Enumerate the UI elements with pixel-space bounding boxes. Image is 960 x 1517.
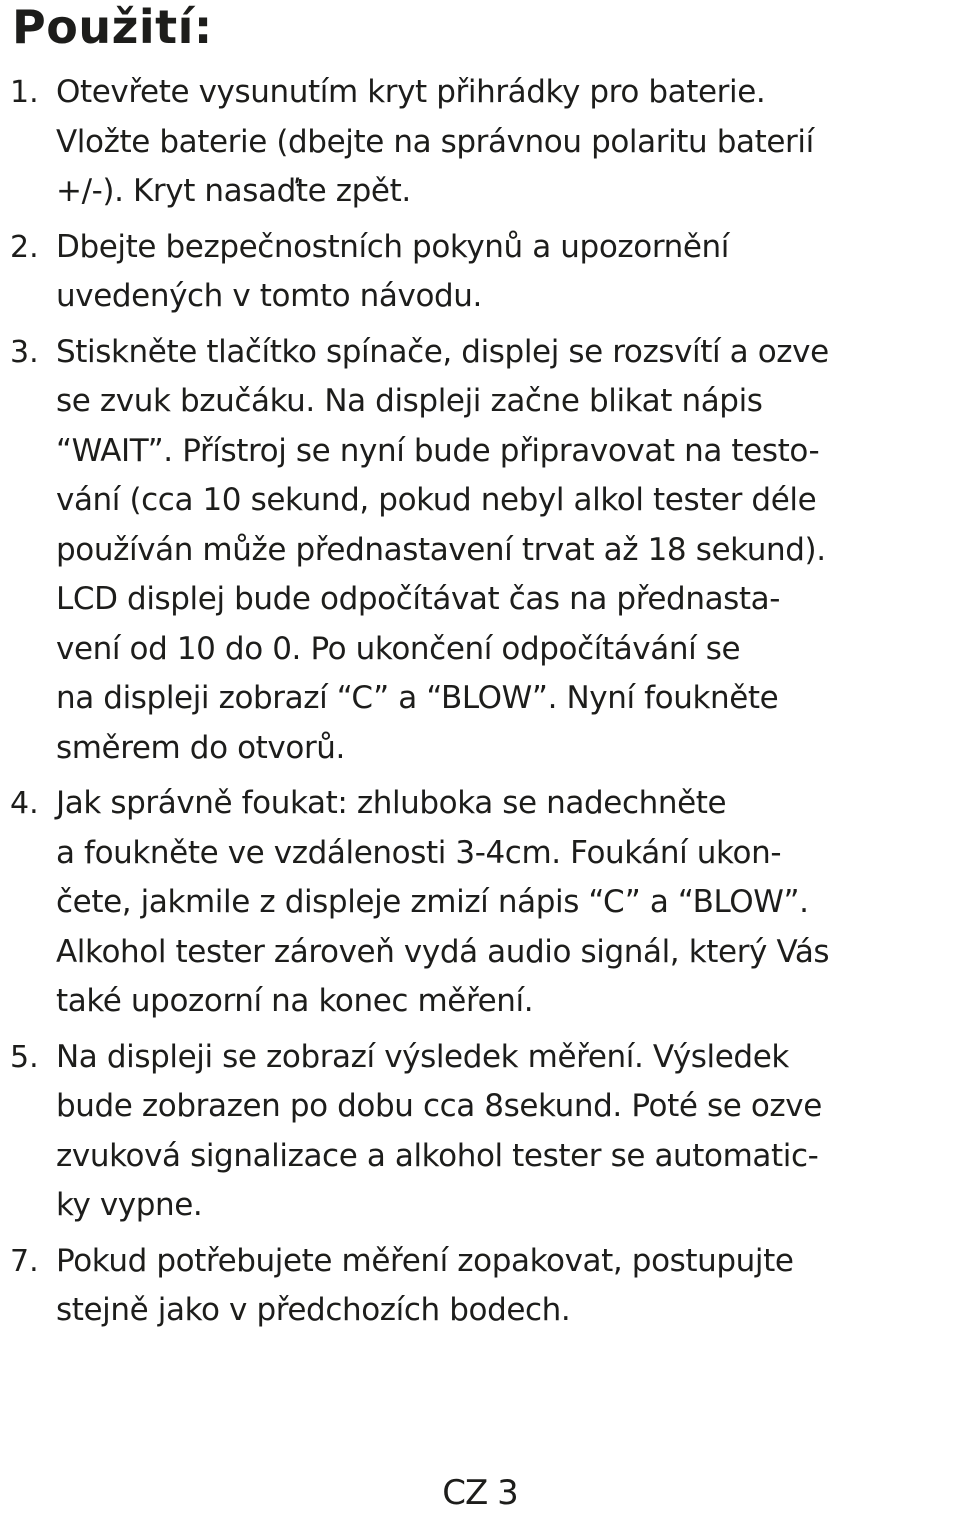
step-text xyxy=(56,1033,955,1231)
text-line: Pokud potřebujete měření zopakovat, postupujte xyxy=(56,1242,794,1279)
step-number: 2. xyxy=(10,229,39,265)
list-item xyxy=(10,223,955,322)
list-item xyxy=(10,779,955,1027)
step-text xyxy=(56,68,955,217)
step-number: 4. xyxy=(10,786,39,821)
instruction-list xyxy=(10,68,955,1342)
text-line: Stiskněte tlačítko spínače, displej se rozsvítí a ozve xyxy=(56,333,829,370)
list-item xyxy=(10,1237,955,1336)
page-title: Použití: xyxy=(12,0,213,54)
text-line: zvuková signalizace a alkohol tester se automatic- xyxy=(56,1137,819,1174)
text-line: Na displeji se zobrazí výsledek měření. Výsledek xyxy=(56,1038,789,1075)
step-text xyxy=(56,779,955,1027)
text-line: “WAIT”. Přístroj se nyní bude připravovat na testo- xyxy=(56,432,820,469)
step-number: 3. xyxy=(10,334,39,370)
list-item xyxy=(10,1033,955,1231)
text-line: bude zobrazen po dobu cca 8sekund. Poté se ozve xyxy=(56,1088,822,1124)
text-line: Alkohol tester zároveň vydá audio signál, který Vás xyxy=(56,933,830,970)
list-item xyxy=(10,68,955,217)
step-text xyxy=(56,328,955,774)
text-line: na displeji zobrazí “C” a “BLOW”. Nyní foukněte xyxy=(56,680,779,716)
text-line: LCD displej bude odpočítávat čas na přednasta- xyxy=(56,581,781,617)
text-line: a foukněte ve vzdálenosti 3-4cm. Foukání ukon- xyxy=(56,834,782,871)
text-line: stejně jako v předchozích bodech. xyxy=(56,1292,571,1328)
text-line: Vložte baterie (dbejte na správnou polaritu baterií xyxy=(56,123,814,160)
text-line: uvedených v tomto návodu. xyxy=(56,278,482,314)
text-line: se zvuk bzučáku. Na displeji začne blikat nápis xyxy=(56,383,763,419)
step-text xyxy=(56,1237,955,1336)
step-text xyxy=(56,223,955,322)
text-line: používán může přednastavení trvat až 18 sekund). xyxy=(56,531,826,568)
text-line: Jak správně foukat: zhluboka se nadechněte xyxy=(56,785,727,821)
step-number: 1. xyxy=(10,75,39,110)
list-item xyxy=(10,328,955,774)
text-line: směrem do otvorů. xyxy=(56,729,345,766)
text-line: vání (cca 10 sekund, pokud nebyl alkol tester déle xyxy=(56,482,817,518)
step-number: 7. xyxy=(10,1243,39,1279)
text-line: Dbejte bezpečnostních pokynů a upozornění xyxy=(56,228,730,265)
text-line: čete, jakmile z displeje zmizí nápis “C” a “BLOW”. xyxy=(56,884,809,920)
text-line: ky vypne. xyxy=(56,1187,203,1223)
text-line: Otevřete vysunutím kryt přihrádky pro baterie. xyxy=(56,74,766,110)
text-line: vení od 10 do 0. Po ukončení odpočítávání se xyxy=(56,630,741,667)
text-line: také upozorní na konec měření. xyxy=(56,983,534,1019)
text-line: +/-). Kryt nasaďte zpět. xyxy=(56,173,411,209)
step-number: 5. xyxy=(10,1039,39,1075)
page-number: CZ 3 xyxy=(442,1473,518,1513)
